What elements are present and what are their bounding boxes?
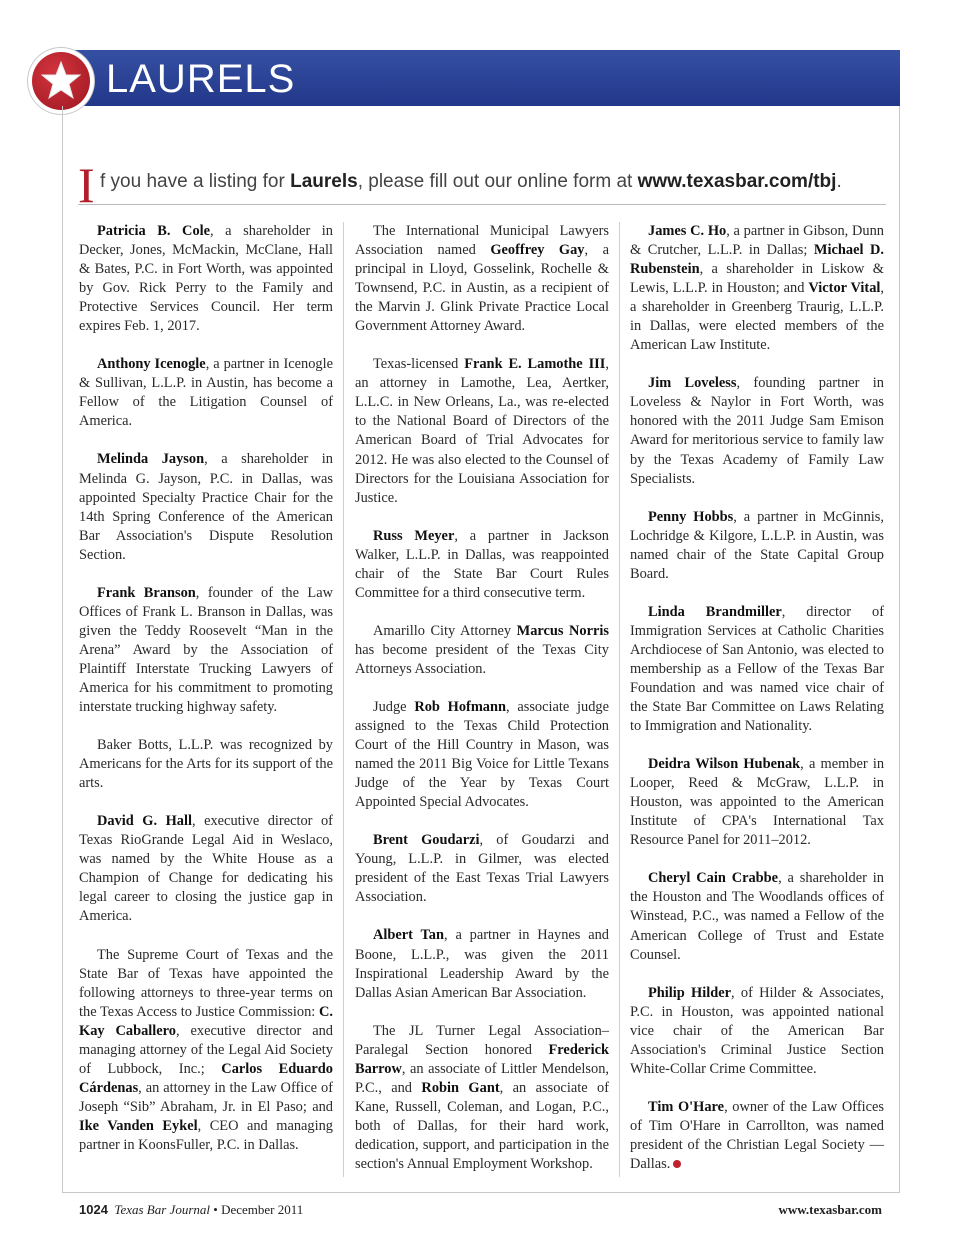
intro-divider (78, 204, 886, 205)
badge (28, 48, 94, 114)
column-1 (79, 222, 333, 1174)
laurel-entry (355, 831, 609, 907)
honoree-name: Philip Hilder (648, 984, 732, 1001)
laurel-entry (630, 984, 884, 1079)
entry-text: , CEO and managing partner in KoonsFuller, P.C. in Dallas. (79, 1117, 334, 1153)
drop-cap: I (78, 157, 95, 213)
entry-text: has become president of the Texas City Attorneys Association. (355, 641, 609, 677)
laurel-entry (630, 1098, 884, 1174)
entry-text: , executive director and managing attorney of the Legal Aid Society of Lubbock, Inc.; (79, 1022, 333, 1077)
entry-text: , a partner in Icenogle & Sullivan, L.L.P. in Austin, has become a Fellow of the Litigation Counsel of America. (79, 356, 333, 430)
laurel-entry (630, 755, 884, 850)
laurel-entry (630, 603, 884, 736)
end-mark-icon (673, 1160, 681, 1168)
honoree-name: Victor Vital (808, 280, 881, 297)
footer-website: www.texasbar.com (778, 1202, 882, 1217)
entry-text: , an associate of Kane, Russell, Coleman, and Logan, P.C., both of Dallas, for their hard work, dedication, support, and participation in the section's Annual Employment Workshop. (355, 1079, 609, 1172)
entry-text: , a partner in Gibson, Dunn & Crutcher, L.L.P. in Dallas; (630, 223, 884, 259)
laurel-entry (79, 222, 333, 336)
entry-text: Baker Botts, L.L.P. was recognized by Americans for the Arts for its support of the arts. (79, 737, 333, 792)
entry-text: , a partner in McGinnis, Lochridge & Kilgore, L.L.P. in Austin, was named chair of the State Capital Group Board. (630, 508, 884, 582)
intro-text-part: , please fill out our online form at (357, 171, 638, 192)
entry-text: , an associate of Littler Mendelson, P.C., and (355, 1060, 609, 1096)
intro-laurels: Laurels (290, 171, 358, 192)
laurel-entry (355, 527, 609, 603)
entry-text: , founding partner in Loveless & Naylor in Fort Worth, was honored with the 2011 Judge Sam Emison Award for meritorious service to family law by the Texas Academy of Family Law Specialists. (630, 375, 884, 487)
laurel-entry (79, 450, 333, 564)
honoree-name: Frank Branson (97, 584, 196, 601)
entry-text: , an attorney in the Law Office of Joseph “Sib” Abraham, Jr. in El Paso; and (79, 1079, 333, 1115)
honoree-name: Robin Gant (421, 1079, 500, 1096)
honoree-name: Penny Hobbs (648, 508, 734, 525)
entry-text: , founder of the Law Offices of Frank L. Branson in Dallas, was given the Teddy Roosevelt “Man in the Arena” Award by the Association of Plaintiff Interstate Trucking Lawyers of America for his commitment to promoting interstate trucking highway safety. (79, 584, 333, 716)
laurel-entry (79, 812, 333, 926)
entry-text: , a shareholder in Liskow & Lewis, L.L.P. in Houston; and (630, 261, 884, 297)
entry-text: , an attorney in Lamothe, Lea, Aertker, L.L.C. in New Orleans, La., was re-elected to the National Board of Directors of the American Board of Trial Advocates for 2012. He was also elected to the Counsel of Directors for the Louisiana Association for Justice. (355, 356, 609, 506)
footer-bullet: • (213, 1202, 218, 1217)
footer-left (79, 1202, 303, 1218)
honoree-name: Geoffrey Gay (490, 242, 585, 259)
section-title: LAURELS (106, 57, 296, 101)
honoree-name: Albert Tan (373, 927, 445, 944)
magazine-name: Texas Bar Journal (114, 1202, 210, 1217)
honoree-name: Melinda Jayson (97, 451, 205, 468)
honoree-name: David G. Hall (97, 813, 192, 830)
column-divider (343, 222, 344, 1177)
honoree-name: James C. Ho (648, 223, 727, 239)
entry-text: The JL Turner Legal Association–Paralegal Section honored (355, 1022, 609, 1058)
intro-text-part: f you have a listing for (100, 171, 291, 192)
laurel-entry (79, 736, 333, 793)
honoree-name: Anthony Icenogle (97, 356, 206, 373)
star-icon (41, 60, 81, 100)
entry-text: , executive director of Texas RioGrande Legal Aid in Weslaco, was named by the White House as a Champion of Change for dedicating his legal career to closing the justice gap in America. (79, 813, 333, 925)
entry-text: Amarillo City Attorney (373, 622, 517, 639)
intro (78, 157, 888, 213)
entry-text: , of Goudarzi and Young, L.L.P. in Gilmer, was elected president of the East Texas Trial Lawyers Association. (355, 832, 610, 906)
badge-circle (32, 52, 90, 110)
laurel-entry (355, 926, 609, 1002)
honoree-name: Michael D. Rubenstein (630, 242, 884, 278)
laurels-banner (0, 0, 960, 115)
laurel-entry (355, 355, 609, 507)
entry-text: , owner of the Law Offices of Tim O'Hare in Carrollton, was named president of the Christian Legal Society — Dallas. (630, 1098, 884, 1172)
column-divider (619, 222, 620, 1177)
entry-text: , a partner in Haynes and Boone, L.L.P., was given the 2011 Inspirational Leadership Award by the Dallas Asian American Bar Association. (355, 927, 609, 1001)
page-number: 1024 (79, 1202, 108, 1217)
entry-text: Judge (373, 698, 415, 715)
laurel-entry (355, 622, 609, 679)
entry-text: , director of Immigration Services at Catholic Charities Archdiocese of San Antonio, was elected to membership as a Fellow of the Texas Bar Foundation and was named vice chair of the State Bar Committee on Laws Relating to Immigration and Nationality. (630, 603, 884, 735)
honoree-name: Patricia B. Cole (97, 223, 211, 239)
entry-text: , of Hilder & Associates, P.C. in Houston, was appointed national vice chair of the American Bar Association's Criminal Justice Section White-Collar Crime Committee. (630, 984, 884, 1077)
entry-text: , a shareholder in the Houston and The Woodlands offices of Winstead, P.C., was named a Fellow of the American College of Trust and Estate Counsel. (630, 870, 884, 963)
honoree-name: C. Kay Caballero (79, 1003, 333, 1039)
entry-text: , a member in Looper, Reed & McGraw, L.L.P. in Houston, was appointed to the American Institute of CPA's International Tax Resource Panel for 2011–2012. (630, 756, 885, 849)
honoree-name: Frank E. Lamothe III (464, 356, 606, 373)
honoree-name: Carlos Eduardo Cárdenas (79, 1060, 333, 1096)
entry-text: The International Municipal Lawyers Association named (355, 223, 609, 259)
entry-text: , associate judge assigned to the Texas Child Protection Court of the Hill Country in Mason, was named the 2011 Big Voice for Little Texans Judge of the Year by Texas Court Appointed Special Advocates. (355, 698, 609, 811)
honoree-name: Jim Loveless (648, 375, 737, 392)
honoree-name: Cheryl Cain Crabbe (648, 870, 779, 887)
column-3 (630, 222, 884, 1193)
entry-text: , a shareholder in Melinda G. Jayson, P.C. in Dallas, was appointed Specialty Practice Chair for the 14th Spring Conference of the American Bar Association's Dispute Resolution Section. (79, 451, 333, 563)
laurel-entry (630, 508, 884, 584)
laurel-entry (79, 355, 333, 431)
column-2 (355, 222, 609, 1193)
issue-date: December 2011 (221, 1202, 304, 1217)
intro-url: www.texasbar.com/tbj (637, 171, 837, 192)
entry-text: , a partner in Jackson Walker, L.L.P. in Dallas, was reappointed chair of the State Bar Court Rules Committee for a third consecutive term. (355, 527, 609, 601)
honoree-name: Linda Brandmiller (648, 603, 782, 620)
entry-text: , a shareholder in Decker, Jones, McMackin, McClane, Hall & Bates, P.C. in Fort Worth, was appointed by Gov. Rick Perry to the Family and Protective Services Council. Her term expires Feb. 1, 2017. (79, 223, 333, 335)
laurel-entry (355, 1022, 609, 1174)
honoree-name: Deidra Wilson Hubenak (648, 756, 801, 773)
honoree-name: Ike Vanden Eykel (79, 1117, 198, 1134)
entry-text: Texas-licensed (373, 356, 465, 373)
honoree-name: Russ Meyer (373, 527, 455, 544)
honoree-name: Frederick Barrow (355, 1041, 609, 1077)
laurel-entry (79, 946, 333, 1156)
laurel-entry (355, 222, 609, 336)
laurel-entry (79, 584, 333, 717)
honoree-name: Tim O'Hare (648, 1098, 725, 1115)
laurel-entry (355, 698, 609, 812)
laurel-entry (630, 869, 884, 964)
intro-text (100, 171, 842, 193)
laurel-entry (630, 222, 884, 355)
entry-text: The Supreme Court of Texas and the State Bar of Texas have appointed the following attorneys to three-year terms on the Texas Access to Justice Commission: (79, 946, 333, 1020)
entry-text: , a shareholder in Greenberg Traurig, L.L.P. in Dallas, were elected members of the American Law Institute. (630, 280, 884, 354)
laurel-entry (630, 374, 884, 488)
honoree-name: Marcus Norris (516, 622, 609, 639)
entry-text: , a principal in Lloyd, Gosselink, Rochelle & Townsend, P.C. in Austin, as a recipient of the Marvin J. Glink Private Practice Local Government Attorney Award. (355, 242, 609, 335)
honoree-name: Brent Goudarzi (373, 832, 480, 849)
intro-text-part: . (836, 171, 842, 192)
honoree-name: Rob Hofmann (414, 698, 507, 715)
